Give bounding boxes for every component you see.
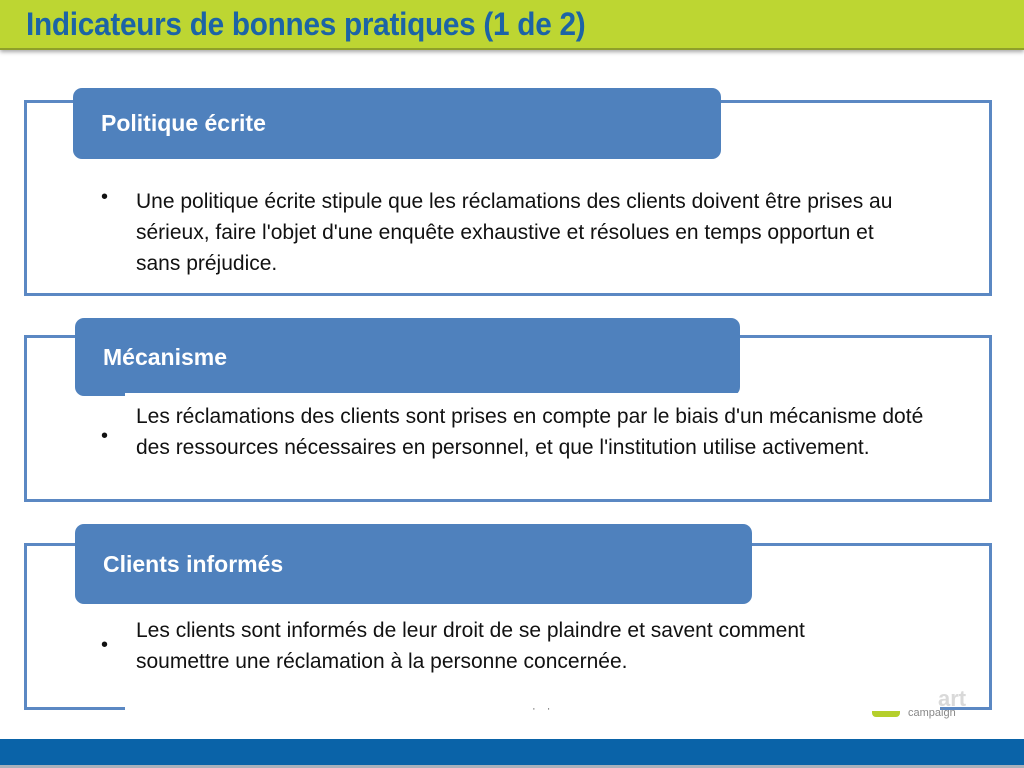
bullet-icon: • (101, 634, 109, 656)
section-header-label: Mécanisme (103, 343, 228, 370)
section-text-clients: Les clients sont informés de leur droit de se plaindre et savent comment soumettre une réclamation à la personne concernée. (136, 615, 896, 677)
logo-art-text: art (938, 686, 967, 711)
bullet-icon: • (101, 186, 109, 208)
campaign-logo (872, 686, 982, 726)
bullet-icon: • (101, 425, 109, 447)
page-marker: · · (532, 703, 555, 715)
section-text-politique: Une politique écrite stipule que les réclamations des clients doivent être prises au sérieux, faire l'objet d'une enquête exhaustive et résolues en temps opportun et sans préjudice. (136, 186, 916, 279)
logo-campaign-text: campaign (908, 707, 956, 719)
section-header-label: Politique écrite (101, 110, 266, 136)
slide-title: Indicateurs de bonnes pratiques (1 de 2) (26, 6, 586, 42)
logo-leaf-icon (872, 711, 900, 717)
section-text-mecanisme: Les réclamations des clients sont prises en compte par le biais d'un mécanisme doté des ressources nécessaires en personnel, et que l'institution utilise activement. (125, 393, 936, 463)
title-bar (0, 0, 1024, 50)
section-header-label: Clients informés (103, 550, 284, 577)
section-header-mecanisme (75, 318, 740, 396)
section-header-politique (73, 88, 721, 159)
section-header-clients (75, 524, 752, 604)
bottom-band (0, 739, 1024, 768)
